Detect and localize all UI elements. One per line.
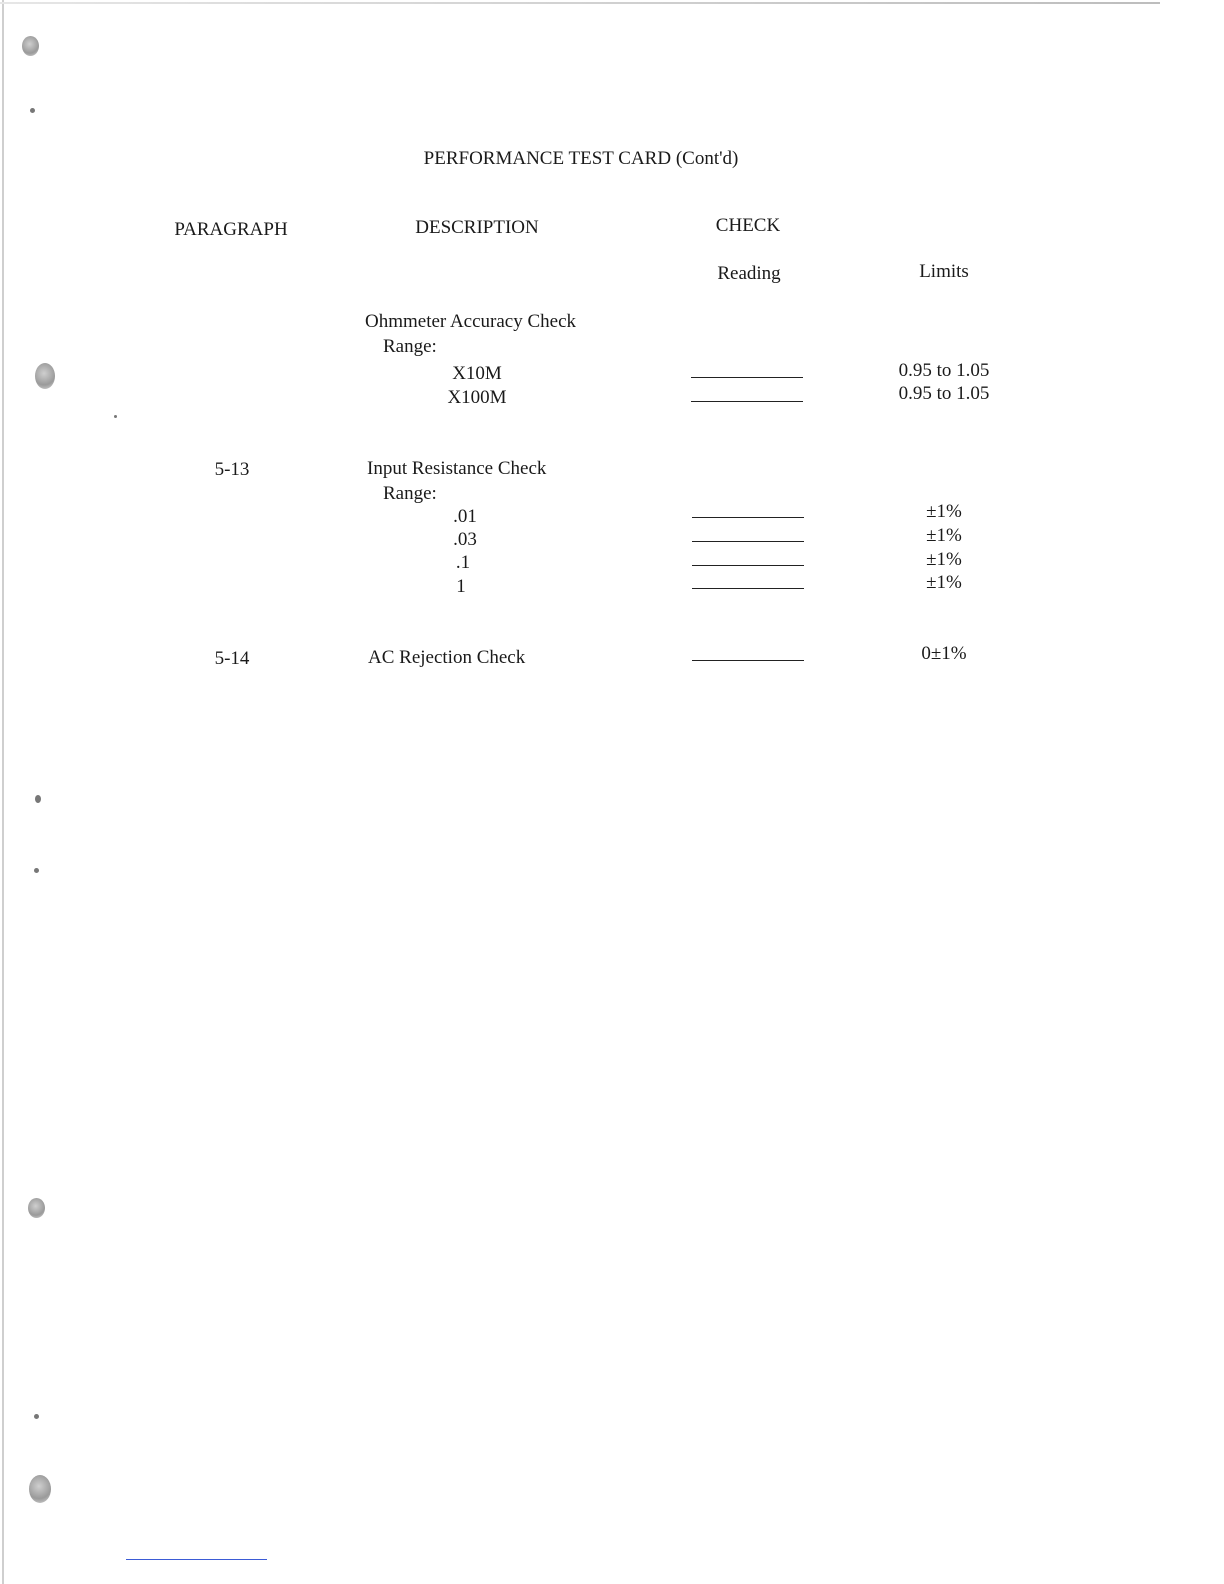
limit-value: 0.95 to 1.05 [898, 383, 990, 404]
range-value: 1 [456, 576, 466, 597]
range-value: X100M [447, 387, 507, 408]
header-check: CHECK [715, 215, 781, 236]
range-value: .1 [455, 552, 471, 573]
binder-hole-icon [29, 1475, 51, 1503]
reading-blank [692, 565, 804, 566]
header-description: DESCRIPTION [415, 217, 539, 238]
page-edge-top [0, 2, 1160, 4]
binder-hole-icon [28, 1198, 45, 1218]
range-label: Range: [383, 336, 437, 357]
limit-value: ±1% [926, 549, 962, 570]
reading-blank [692, 517, 804, 518]
speck-icon [30, 108, 35, 113]
paragraph-number: 5-13 [214, 459, 250, 480]
page-title: PERFORMANCE TEST CARD (Cont'd) [423, 148, 739, 169]
limit-value: ±1% [926, 501, 962, 522]
speck-icon [35, 795, 41, 803]
binder-hole-icon [22, 36, 39, 56]
speck-icon [114, 415, 117, 418]
paragraph-number: 5-14 [214, 648, 250, 669]
header-limits: Limits [919, 261, 969, 282]
section-description: Ohmmeter Accuracy Check [365, 311, 577, 332]
range-value: .03 [453, 529, 477, 550]
speck-icon [34, 1414, 39, 1419]
reading-blank [691, 377, 803, 378]
limit-value: ±1% [926, 572, 962, 593]
header-reading: Reading [717, 263, 781, 284]
section-description: AC Rejection Check [368, 647, 526, 668]
footer-rule [126, 1559, 267, 1560]
limit-value: 0±1% [921, 643, 967, 664]
limit-value: ±1% [926, 525, 962, 546]
section-description: Input Resistance Check [367, 458, 547, 479]
speck-icon [34, 868, 39, 873]
range-value: .01 [453, 506, 477, 527]
binder-hole-icon [35, 363, 55, 389]
range-value: X10M [452, 363, 502, 384]
page-edge-left [2, 0, 4, 1584]
limit-value: 0.95 to 1.05 [898, 360, 990, 381]
reading-blank [692, 541, 804, 542]
reading-blank [692, 588, 804, 589]
range-label: Range: [383, 483, 437, 504]
reading-blank [692, 660, 804, 661]
header-paragraph: PARAGRAPH [174, 219, 288, 240]
reading-blank [691, 401, 803, 402]
